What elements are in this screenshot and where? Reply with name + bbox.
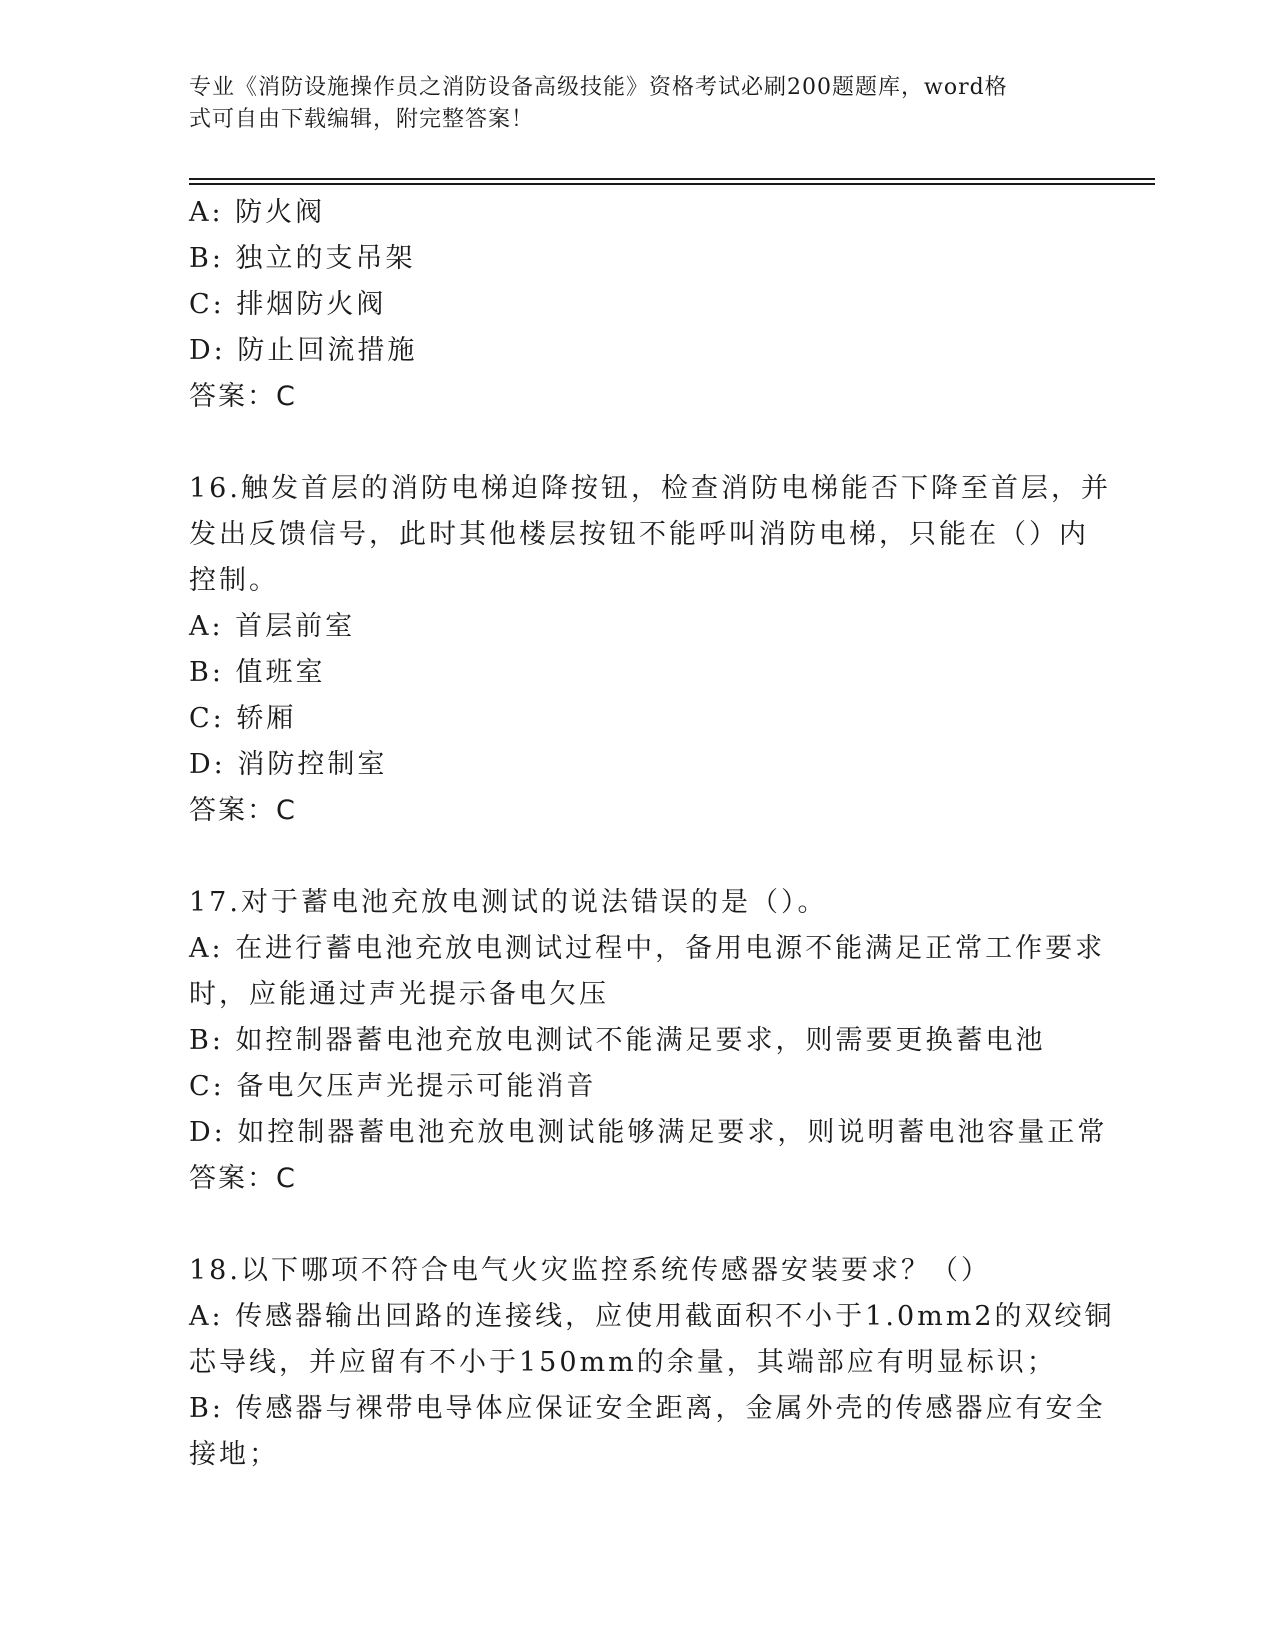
question-stem: 17.对于蓄电池充放电测试的说法错误的是（）。 [189,887,828,918]
question-stem: 控制。 [189,565,279,596]
question-stem: 18.以下哪项不符合电气火灾监控系统传感器安装要求？（） [189,1255,991,1286]
option-d: D: 消防控制室 [189,749,388,780]
option-c: C: 备电欠压声光提示可能消音 [189,1071,597,1102]
option-b: B: 传感器与裸带电导体应保证安全距离，金属外壳的传感器应有安全 [189,1393,1106,1424]
document-header [189,72,1089,136]
option-b: B: 值班室 [189,657,326,688]
question-15-block [189,190,1089,420]
answer-label: 答案：C [189,1163,297,1194]
header-divider-bottom [189,183,1155,185]
answer-label: 答案：C [189,795,297,826]
question-content [189,190,1115,1478]
header-divider-top [189,178,1155,180]
option-a: A: 传感器输出回路的连接线，应使用截面积不小于1.0mm2的双绞铜 [189,1301,1115,1332]
option-b-continued: 接地； [189,1439,279,1470]
spacer [189,1202,1089,1248]
option-b: B: 如控制器蓄电池充放电测试不能满足要求，则需要更换蓄电池 [189,1025,1046,1056]
option-d: D: 如控制器蓄电池充放电测试能够满足要求，则说明蓄电池容量正常 [189,1117,1108,1148]
question-16-block [189,466,1111,834]
option-a-continued: 时，应能通过声光提示备电欠压 [189,979,609,1010]
answer-label: 答案：C [189,381,297,412]
option-a: A: 防火阀 [189,197,326,228]
question-stem: 发出反馈信号，此时其他楼层按钮不能呼叫消防电梯，只能在（）内 [189,519,1089,550]
header-line-2: 式可自由下载编辑，附完整答案！ [189,107,535,132]
option-d: D: 防止回流措施 [189,335,418,366]
spacer [189,834,1089,880]
spacer [189,420,1089,466]
question-17-block [189,880,1108,1202]
option-c: C: 排烟防火阀 [189,289,387,320]
question-stem: 16.触发首层的消防电梯迫降按钮，检查消防电梯能否下降至首层，并 [189,473,1111,504]
question-18-block [189,1248,1115,1478]
option-a: A: 首层前室 [189,611,356,642]
option-c: C: 轿厢 [189,703,297,734]
option-a: A: 在进行蓄电池充放电测试过程中，备用电源不能满足正常工作要求 [189,933,1106,964]
option-a-continued: 芯导线，并应留有不小于150mm的余量，其端部应有明显标识； [189,1347,1057,1378]
option-b: B: 独立的支吊架 [189,243,416,274]
header-line-1: 专业《消防设施操作员之消防设备高级技能》资格考试必刷200题题库，word格 [189,75,1008,100]
